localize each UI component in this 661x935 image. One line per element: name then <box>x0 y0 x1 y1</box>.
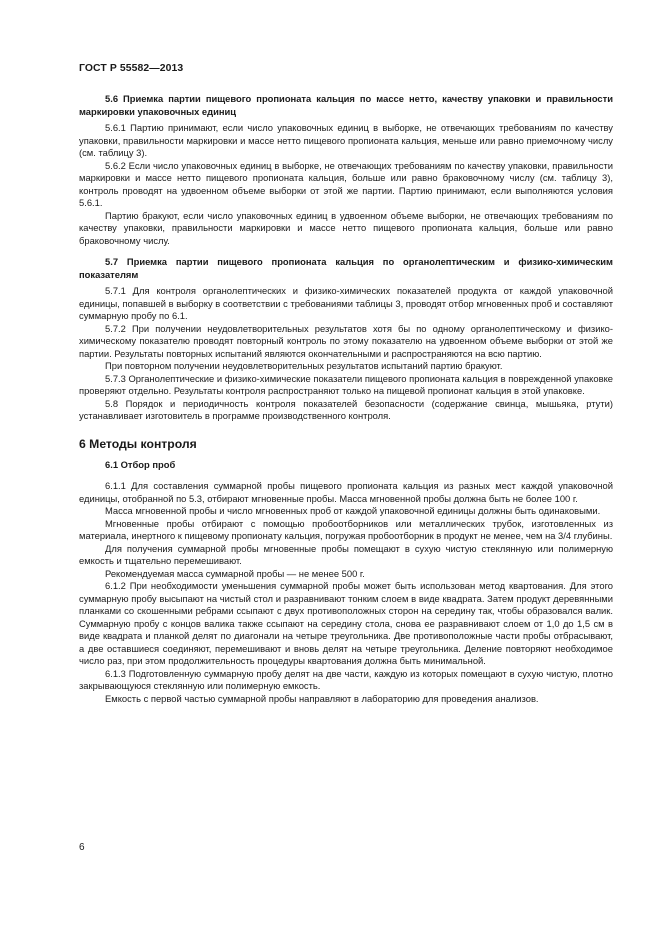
chapter-6-title: 6 Методы контроля <box>79 436 197 451</box>
page-content <box>79 93 613 705</box>
section-6-1-title: 6.1 Отбор проб <box>105 458 176 470</box>
paragraph: Для получения суммарной пробы мгновенные пробы помещают в сухую чистую стеклянную или полимерную емкость и тщательно перемешивают. <box>79 542 613 566</box>
spacer <box>79 423 613 437</box>
paragraph: Партию бракуют, если число упаковочных единиц в удвоенном объеме выборки, не отвечающих требованиям по качеству упаковки, правильности маркировки и массе нетто пищевого пропионата кальция, больше или равно браковочному числу. <box>79 209 613 246</box>
paragraph: 5.8 Порядок и периодичность контроля показателей безопасности (содержание свинца, мышьяка, ртути) устанавливает изготовитель в программе производственного контроля. <box>79 397 613 421</box>
paragraph: 5.7.3 Органолептические и физико-химические показатели пищевого пропионата кальция в поврежденной упаковке проверяют отдельно. Результаты контроля распространяют только на пищевой пропионат кальция в этой упаковке. <box>79 372 613 396</box>
paragraph: 5.7.1 Для контроля органолептических и физико-химических показателей продукта от каждой упаковочной единицы, попавшей в выборку в соответствии с требованиями таблицы 3, проводят отбор мгновенных проб и составляют суммарную пробу по 6.1. <box>79 285 613 321</box>
page-number: 6 <box>79 842 85 853</box>
paragraph: 5.6.1 Партию принимают, если число упаковочных единиц в выборке, не отвечающих требованиям по качеству упаковки, правильности маркировки и массе нетто пищевого пропионата кальция, меньше или равно приемочному числу (см. таблицу 3). <box>79 122 613 158</box>
paragraph: Масса мгновенной пробы и число мгновенных проб от каждой упаковочной единицы должны быть одинаковыми. <box>105 505 601 516</box>
standard-header: ГОСТ Р 55582—2013 <box>79 63 184 74</box>
spacer <box>79 247 613 256</box>
paragraph: Емкость с первой частью суммарной пробы направляют в лабораторию для проведения анализов. <box>105 692 539 704</box>
paragraph: 6.1.2 При необходимости уменьшения суммарной пробы может быть использован метод квартования. Для этого суммарную пробу высыпают на чистый стол и разравнивают тонким слоем в виде квадрата. Затем продукт деревянными планками со скошенными ребрами ссыпают с двух противоположных сторон на середину так, чтобы образовался валик. Суммарную пробу с концов валика также ссыпают на середину стола, снова ее разравнивают слоем от 1,0 до 1,5 см в виде квадрата и планкой делят по диагонали на четыре треугольника. Две противоположные части пробы отбрасывают, а две оставшиеся соединяют, перемешивают и вновь делят на четыре треугольника. Деление повторяют необходимое число раз, при этом продолжительность процедуры квартования должна быть минимальной. <box>79 580 613 666</box>
paragraph: Мгновенные пробы отбирают с помощью пробоотборников или металлических трубок, изготовленных из материала, инертного к пищевому пропионату кальция, погружая пробоотборник в продукт не менее, чем на 3/4 глубины. <box>79 517 613 541</box>
section-5-7-title: 5.7 Приемка партии пищевого пропионата кальция по органолептическим и физико-химическим показателям <box>79 256 613 280</box>
paragraph: 5.7.2 При получении неудовлетворительных результатов хотя бы по одному органолептическому и физико-химическому показателю проводят повторный контроль по этому показателю на удвоенном объеме выборки от этой же партии. Результаты повторных испытаний являются окончательными и распространяются на всю партию. <box>79 322 613 359</box>
paragraph: 6.1.1 Для составления суммарной пробы пищевого пропионата кальция из разных мест каждой упаковочной единицы, отобранной по 5.3, отбирают мгновенные пробы. Масса мгновенной пробы должна быть не более 100 г. <box>79 480 613 504</box>
paragraph: 6.1.3 Подготовленную суммарную пробу делят на две части, каждую из которых помещают в сухую чистую, плотно закрывающуюся стеклянную или полимерную емкость. <box>79 667 613 691</box>
paragraph: При повторном получении неудовлетворительных результатов испытаний партию бракуют. <box>105 360 503 371</box>
section-5-6-title: 5.6 Приемка партии пищевого пропионата кальция по массе нетто, качеству упаковки и правильности маркировки упаковочных единиц <box>79 93 613 117</box>
paragraph: Рекомендуемая масса суммарной пробы — не менее 500 г. <box>105 567 365 579</box>
paragraph: 5.6.2 Если число упаковочных единиц в выборке, не отвечающих требованиям по качеству упаковки, правильности маркировки и массе нетто пищевого пропионата кальция, больше или равно браковочному числу (см. таблицу 3), контроль проводят на удвоенном объеме выборки от этой же партии. Партию принимают, если выполняются условия 5.6.1. <box>79 159 613 208</box>
